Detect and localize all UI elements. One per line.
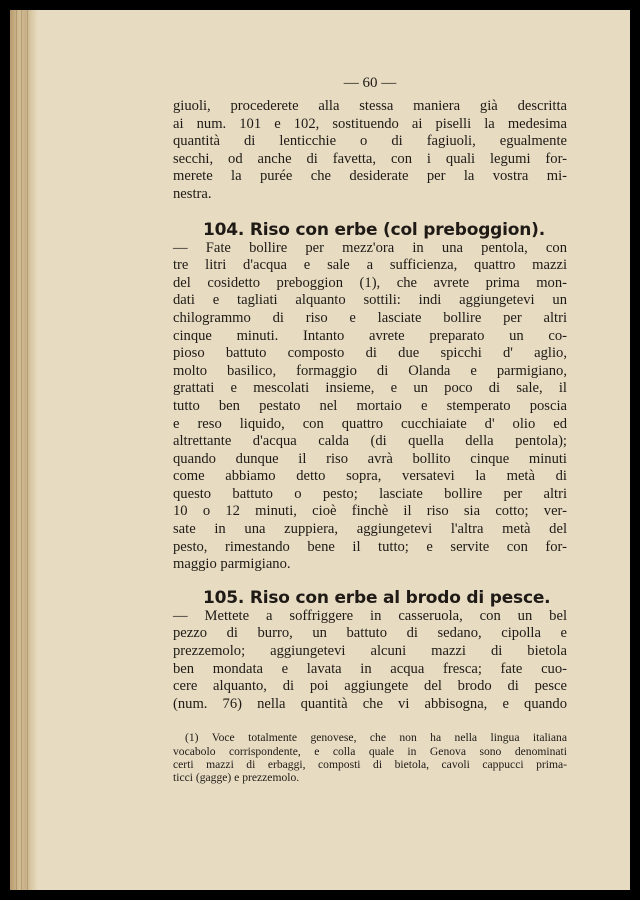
text-line: cere alquanto, di poi aggiungete del brodo di pesce bbox=[173, 678, 567, 695]
text-line: chilogrammo di riso e lasciate bollire per altri bbox=[173, 309, 567, 326]
page-number: — 60 — bbox=[343, 75, 397, 91]
book-page bbox=[10, 10, 630, 890]
text-line: ai num. 101 e 102, sostituendo ai piselli la medesima bbox=[173, 115, 567, 132]
text-line: pioso battuto composto di due spicchi d' aglio, bbox=[173, 345, 567, 362]
text-line: — Fate bollire per mezz'ora in una pentola, con bbox=[173, 239, 567, 256]
text-line: 10 o 12 minuti, cioè finchè il riso sia cotto; ver- bbox=[173, 503, 567, 520]
recipe-heading: 105. Riso con erbe al brodo di pesce. bbox=[203, 587, 551, 608]
text-line: merete la purée che desiderate per la vostra mi- bbox=[173, 168, 567, 185]
text-line: del cosidetto preboggion (1), che avrete prima mon- bbox=[173, 274, 567, 291]
text-line: sate in una zuppiera, aggiungetevi l'altra metà del bbox=[173, 521, 567, 538]
text-line: come abbiamo detto sopra, versatevi la metà di bbox=[173, 468, 567, 485]
footnote-line: ticci (gagge) e prezzemolo. bbox=[173, 771, 300, 785]
recipe-104 bbox=[173, 220, 567, 574]
text-line: maggio parmigiano. bbox=[173, 556, 291, 573]
page-text bbox=[173, 74, 567, 784]
text-line: prezzemolo; aggiungetevi alcuni mazzi di bietola bbox=[173, 643, 567, 660]
text-line: pezzo di burro, un battuto di sedano, cipolla e bbox=[173, 625, 567, 642]
text-line: cinque minuti. Intanto avrete preparato un co- bbox=[173, 327, 567, 344]
page-edge-line bbox=[16, 10, 17, 890]
text-line: giuoli, procederete alla stessa maniera già descritta bbox=[173, 98, 567, 114]
footnote-line: vocabolo corrispondente, e colla quale in Genova sono denominati bbox=[173, 744, 567, 758]
text-line: tre litri d'acqua e sale a sufficienza, quattro mazzi bbox=[173, 257, 567, 274]
page-edge-shadow bbox=[10, 10, 38, 890]
footnote-line: (1) Voce totalmente genovese, che non ha nella lingua italiana bbox=[185, 731, 567, 745]
text-line: tutto ben pestato nel mortaio e stemperato poscia bbox=[173, 397, 567, 414]
recipe-heading: 104. Riso con erbe (col preboggion). bbox=[203, 219, 545, 240]
text-line: ben mondata e lavata in acqua fresca; fate cuo- bbox=[173, 660, 567, 677]
text-line: — Mettete a soffriggere in casseruola, con un bel bbox=[173, 607, 567, 624]
text-line: quando dunque il riso avrà bollito cinque minuti bbox=[173, 450, 567, 467]
text-line: secchi, od anche di favetta, con i quali legumi for- bbox=[173, 150, 567, 167]
text-line: questo battuto o pesto; lasciate bollire per altri bbox=[173, 485, 567, 502]
intro-paragraph bbox=[173, 98, 567, 204]
text-line: nestra. bbox=[173, 185, 212, 202]
text-line: dati e tagliati alquanto sottili: indi aggiungetevi un bbox=[173, 292, 567, 309]
text-line: pesto, rimestando bene il tutto; e servite con for- bbox=[173, 538, 567, 555]
text-line: (num. 76) nella quantità che vi abbisogna, e quando bbox=[173, 695, 567, 712]
text-line: quantità di lenticchie o di fagiuoli, egualmente bbox=[173, 133, 567, 150]
text-line: altrettante d'acqua calda (di quella della pentola); bbox=[173, 433, 567, 450]
page-edge-line bbox=[21, 10, 22, 890]
text-line: molto basilico, formaggio di Olanda e parmigiano, bbox=[173, 362, 567, 379]
text-line: grattati e mescolati insieme, e un poco di sale, il bbox=[173, 380, 567, 397]
recipe-105 bbox=[173, 588, 567, 714]
text-line: e reso liquido, con quattro cucchiaiate d' olio ed bbox=[173, 415, 567, 432]
footnote-line: certi mazzi di erbaggi, composti di bietola, cavoli cappucci prima- bbox=[173, 757, 567, 771]
page-edge-line bbox=[27, 10, 28, 890]
footnote bbox=[173, 731, 567, 784]
